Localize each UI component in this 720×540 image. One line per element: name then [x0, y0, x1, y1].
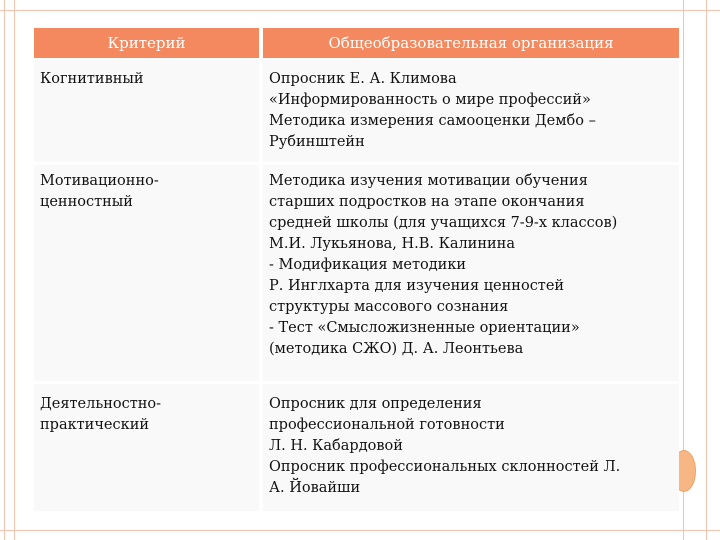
criterion-cell: Деятельностно- практический [34, 384, 259, 511]
methods-table [34, 28, 679, 514]
header-criterion: Критерий [34, 28, 259, 58]
methods-cell: Опросник Е. А. Климова «Информированность о мире профессий» Методика измерения самооценки Дембо – Рубинштейн [263, 60, 679, 162]
methods-cell: Методика изучения мотивации обучения старших подростков на этапе окончания средней школы (для учащихся 7-9-х классов) М.И. Лукьянова, Н.В. Калинина - Модификация методики Р. Инглхарта для изучения ценностей структуры массового сознания - Тест «Смысложизненные ориентации» (методика СЖО) Д. А. Леонтьева [263, 165, 679, 381]
header-organization: Общеобразовательная организация [263, 28, 679, 58]
table-header-row [34, 28, 679, 58]
frame-line-top [0, 10, 720, 11]
methods-cell: Опросник для определения профессиональной готовности Л. Н. Кабардовой Опросник профессиональных склонностей Л. А. Йовайши [263, 384, 679, 511]
criterion-cell: Мотивационно- ценностный [34, 165, 259, 381]
table-row [34, 60, 679, 162]
table-row [34, 165, 679, 381]
frame-line-left-inner [14, 0, 15, 540]
frame-line-left-outer [4, 0, 5, 540]
frame-line-bottom [0, 530, 720, 531]
table-row [34, 384, 679, 511]
criterion-cell: Когнитивный [34, 60, 259, 162]
frame-line-right-outer [706, 0, 707, 540]
